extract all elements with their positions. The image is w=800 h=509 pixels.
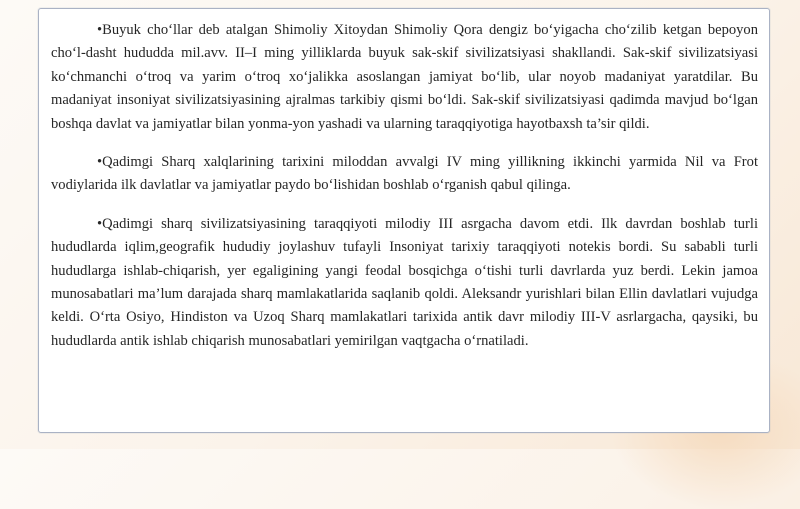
paragraph-ancient-east-development: •Qadimgi sharq sivilizatsiyasining taraqqiyoti milodiy III asrgacha davom etdi. Ilk davrdan boshlab turli hududlarda iqlim,geografik hududiy joylashuv tufayli Insoniyat tarixiy taraqqiyoti notekis bordi. Su sababli turli hududlarga ishlab-chiqarish, yer egaligining yangi feodal bosqichga o‘tishi turli davrlarda yuz berdi. Lekin jamoa munosabatlari ma’lum darajada sharq mamlakatlarida saqlanib qoldi. Aleksandr yurishlari bilan Ellin davlatlari vujudga keldi. O‘rta Osiyo, Hindiston va Uzoq Sharq mamlakatlari tarixida antik davr milodiy III-V asrlargacha, qaysiki, bu hududlarda antik ishlab chiqarish munosabatlari yemirilgan vaqtgacha o‘rnatiladi. — [51, 215, 758, 349]
paragraph-sak-skif: •Buyuk cho‘llar deb atalgan Shimoliy Xitoydan Shimoliy Qora dengiz bo‘yigacha cho‘zilib ketgan bepoyon cho‘l-dasht hududda mil.avv. II–I ming yilliklarda buyuk sak-skif sivilizatsiyasi shakllandi. Sak-skif sivilizatsiyasi ko‘chmanchi o‘troq va yarim o‘troq xo‘jalikka asoslangan jamiyat bo‘lib, ular noyob madaniyat yaratdilar. Bu madaniyat insoniyat sivilizatsiyasining ajralmas tarkibiy qismi bo‘ldi. Sak-skif sivilizatsiyasi qadimda mavjud bo‘lgan boshqa davlat va jamiyatlar bilan yonma-yon yashadi va ularning taraqqiyotiga hayotbaxsh ta’sir qildi. — [51, 22, 758, 132]
paragraph-ancient-east-origins: •Qadimgi Sharq xalqlarining tarixini miloddan avvalgi IV ming yillikning ikkinchi yarmida Nil va Frot vodiylarida ilk davlatlar va jamiyatlar paydo bo‘lishidan boshlab o‘rganish qabul qilinga. — [51, 154, 758, 194]
text-slide — [38, 8, 770, 433]
